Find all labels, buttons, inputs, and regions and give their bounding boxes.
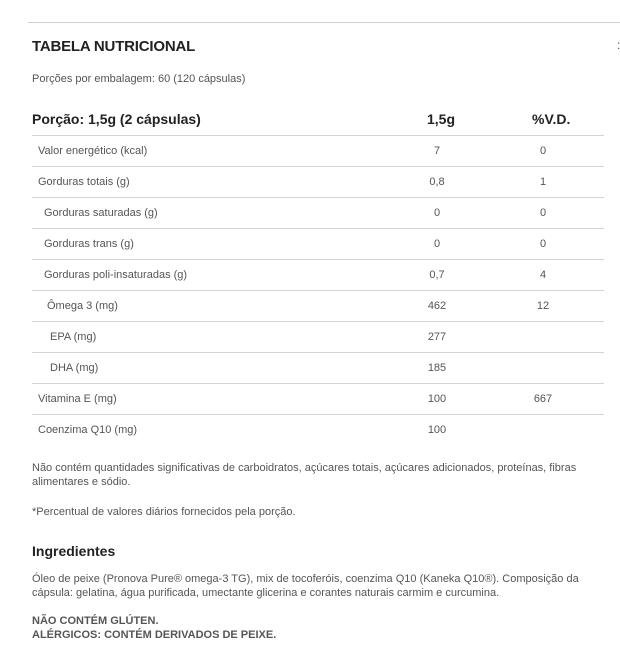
table-row [32, 229, 604, 260]
row-label: Vitamina E (mg) [32, 384, 427, 415]
allergen-warning: ALÉRGICOS: CONTÉM DERIVADOS DE PEIXE. [32, 629, 277, 641]
ingredients-heading: Ingredientes [32, 543, 116, 559]
row-amount: 462 [427, 300, 447, 312]
warnings [32, 614, 276, 642]
row-label: EPA (mg) [32, 322, 427, 353]
table-row [32, 260, 604, 291]
not-significant-note: Não contém quantidades significativas de carboidratos, açúcares totais, açúcares adicionados, proteínas, fibras alimentares e sódio. [32, 462, 577, 488]
gluten-warning: NÃO CONTÉM GLÚTEN. [32, 615, 159, 627]
row-vd: 12 [536, 300, 550, 312]
row-label: Coenzima Q10 (mg) [32, 415, 427, 446]
row-vd: 0 [539, 145, 547, 157]
table-row [32, 136, 604, 167]
row-label: Gorduras poli-insaturadas (g) [32, 260, 427, 291]
row-amount: 100 [427, 393, 447, 405]
row-amount: 0,8 [429, 176, 445, 188]
table-row [32, 167, 604, 198]
row-vd: 0 [539, 238, 547, 250]
ingredients-text: Óleo de peixe (Pronova Pure® omega-3 TG), mix de tocoferóis, coenzima Q10 (Kaneka Q10®). Composição da cápsula: gelatina, água purificada, umectante glicerina e corantes naturais carmim e curcumina. [32, 573, 579, 599]
row-vd: 4 [539, 269, 547, 281]
row-amount: 7 [433, 145, 441, 157]
row-amount: 100 [427, 424, 447, 436]
row-label: Valor energético (kcal) [32, 136, 427, 167]
top-divider [28, 22, 620, 23]
row-amount: 0 [433, 207, 441, 219]
vd-footnote: *Percentual de valores diários fornecidos pela porção. [32, 506, 296, 518]
row-label: Ômega 3 (mg) [32, 291, 427, 322]
row-vd: 667 [533, 393, 553, 405]
row-amount: 277 [427, 331, 447, 343]
row-amount: 185 [427, 362, 447, 374]
table-row [32, 291, 604, 322]
page-title: TABELA NUTRICIONAL [32, 38, 196, 55]
table-row [32, 384, 604, 415]
table-row [32, 198, 604, 229]
servings-per-package: Porções por embalagem: 60 (120 cápsulas) [32, 73, 246, 85]
table-header-row [32, 103, 604, 136]
row-label: Gorduras trans (g) [32, 229, 427, 260]
row-label: DHA (mg) [32, 353, 427, 384]
portion-header: Porção: 1,5g (2 cápsulas) [32, 111, 201, 127]
row-label: Gorduras saturadas (g) [32, 198, 427, 229]
row-vd: 0 [539, 207, 547, 219]
row-label: Gorduras totais (g) [32, 167, 427, 198]
nutrition-table [32, 103, 604, 445]
vd-header: %V.D. [532, 111, 571, 127]
table-row [32, 415, 604, 446]
amount-header: 1,5g [427, 111, 456, 127]
row-vd: 1 [539, 176, 547, 188]
row-amount: 0,7 [429, 269, 445, 281]
table-row [32, 353, 604, 384]
table-row [32, 322, 604, 353]
row-amount: 0 [433, 238, 441, 250]
